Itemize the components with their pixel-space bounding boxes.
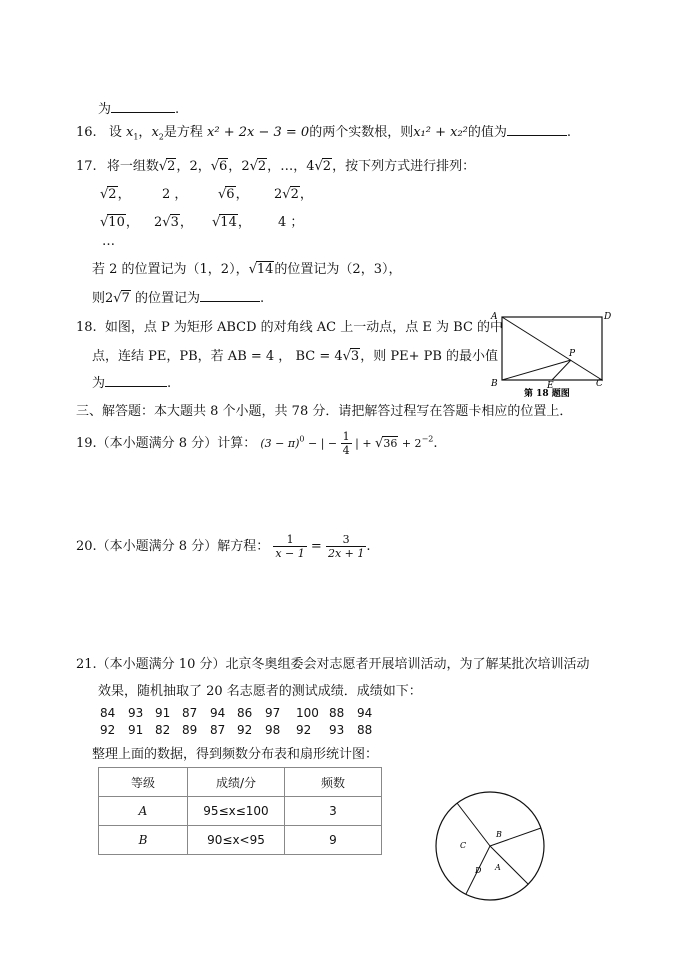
q20-equals: = xyxy=(306,539,326,554)
q19-fraction xyxy=(341,430,352,457)
q19-exp0: 0 xyxy=(299,434,305,444)
score: 94 xyxy=(210,706,226,720)
q17-number: 2 xyxy=(189,159,198,174)
question-18-line-1 xyxy=(76,316,503,335)
q17-ellipsis: … xyxy=(280,159,294,174)
fraction-denominator: x − 1 xyxy=(275,547,305,560)
q16-end: 的值为 xyxy=(467,125,507,140)
label-P: P xyxy=(569,349,576,359)
q17-value: 2 xyxy=(154,215,163,230)
section-3-heading xyxy=(76,400,572,419)
table-header: 频数 xyxy=(285,768,382,797)
q17-ask-pre: 则2 xyxy=(92,291,114,306)
fraction-numerator: 3 xyxy=(326,533,366,547)
sqrt-radicand: 3 xyxy=(350,349,360,364)
question-18-line-2: 点，连结 PE，PB，若 AB = 4 ， BC = 4√3，则 PE+ PB 的最小值 xyxy=(92,349,499,364)
question-18-line-3: 为 . xyxy=(92,376,172,391)
q19-expr-b: − | − xyxy=(304,437,341,450)
score: 86 xyxy=(237,706,253,720)
q17-position-line: 若 2 的位置记为（1，2），√14的位置记为（2，3）， xyxy=(92,262,402,277)
table-cell: A xyxy=(99,797,188,826)
q16-equation: x² + 2x − 3 = 0 xyxy=(207,125,310,140)
q16-x1: x xyxy=(125,125,134,140)
q18-line2-pre: 点，连结 PE，PB，若 AB = 4 ， xyxy=(92,349,292,364)
q17-value: 4 xyxy=(278,215,287,230)
score: 98 xyxy=(265,723,281,737)
q17-number: 2 xyxy=(241,159,250,174)
sqrt-radicand: 14 xyxy=(220,215,237,230)
q18-bc: BC = 4 xyxy=(295,349,343,364)
score: 89 xyxy=(182,723,198,737)
q17-question-line: 则2√7 的位置记为 . xyxy=(92,291,265,306)
sqrt-radicand: 2 xyxy=(167,159,176,174)
section-3-text: 三、解答题：本大题共 8 个小题，共 78 分．请把解答过程写在答题卡相应的位置上． xyxy=(76,404,573,419)
table-row xyxy=(99,797,382,826)
q20-fraction-right xyxy=(326,533,366,560)
figure-caption: 第 18 题图 xyxy=(524,389,570,399)
answer-blank[interactable] xyxy=(105,374,167,387)
sqrt-radicand: 2 xyxy=(108,187,117,202)
q18-line1: 如图，点 P 为矩形 ABCD 的对角线 AC 上一动点，点 E 为 BC 的中 xyxy=(104,320,504,335)
pie-label-B: B xyxy=(496,830,502,839)
table-cell: 95≤x≤100 xyxy=(188,797,285,826)
answer-blank[interactable] xyxy=(507,123,567,136)
sqrt-radicand: 3 xyxy=(170,215,179,230)
sqrt-radicand: 2 xyxy=(322,159,332,174)
score: 100 xyxy=(296,706,319,720)
q21-line3: 整理上面的数据，得到频数分布表和扇形统计图： xyxy=(92,747,379,762)
q17-cell: 2 ， xyxy=(162,187,188,202)
question-number: 17. xyxy=(76,159,97,174)
score: 84 xyxy=(100,706,116,720)
q21-line2: 效果，随机抽取了 20 名志愿者的测试成绩．成绩如下： xyxy=(98,684,422,699)
label-E: E xyxy=(547,381,554,391)
q17-vertical-ellipsis: … xyxy=(102,234,115,249)
pie-label-C: C xyxy=(460,841,467,850)
score: 88 xyxy=(329,706,345,720)
sqrt-radicand: 10 xyxy=(108,215,125,230)
question-19: 19.（本小题满分 8 分）计算： $(3 - \pi)^0$ − | − $\frac{1}{4}$ | + $√36 + 2^{-2}$. xyxy=(76,430,438,457)
q19-end: . xyxy=(433,436,438,451)
answer-blank[interactable] xyxy=(200,289,260,302)
q17-intro: 将一组数 xyxy=(106,159,159,174)
question-17-intro: 17. 将一组数√2，2，√6，2√2，…，4√2，按下列方式进行排列： xyxy=(76,159,476,174)
fraction-numerator: 1 xyxy=(342,430,350,443)
sqrt-radicand: 2 xyxy=(257,159,267,174)
pie-label-D: D xyxy=(475,866,482,875)
sqrt-radicand: 2 xyxy=(290,187,299,202)
sqrt-radicand: 14 xyxy=(256,262,274,277)
q17-pos-text2: 的位置记为（2，3）， xyxy=(274,262,402,277)
question-21-line-2 xyxy=(98,680,422,699)
q15-tail: 为 . xyxy=(98,102,180,117)
fraction-denominator: 2x + 1 xyxy=(327,547,365,560)
score: 91 xyxy=(155,706,171,720)
score: 92 xyxy=(237,723,253,737)
q17-value: 2 xyxy=(162,187,171,202)
question-20 xyxy=(76,533,371,560)
score: 82 xyxy=(155,723,171,737)
q16-sub2: 2 xyxy=(158,132,164,142)
q17-number: 4 xyxy=(306,159,315,174)
segment-pb xyxy=(502,360,571,380)
scores-row-2 xyxy=(100,723,400,739)
q17-intro-end: ，按下列方式进行排列： xyxy=(332,159,476,174)
q20-fraction-left xyxy=(273,533,306,560)
sqrt-radicand: 7 xyxy=(121,291,130,306)
label-B: B xyxy=(491,379,498,389)
q16-x2: x xyxy=(151,125,159,140)
diagonal-ac xyxy=(502,317,602,380)
score: 93 xyxy=(128,706,144,720)
table-header: 成绩/分 xyxy=(188,768,285,797)
q19-expr-d: + 2 xyxy=(398,437,422,450)
q17-pos-text1: 若 2 的位置记为（1，2）， xyxy=(92,262,249,277)
scores-row-1 xyxy=(100,706,400,722)
score: 88 xyxy=(357,723,373,737)
table-header-row xyxy=(99,768,382,797)
q16-expression: x₁² + x₂² xyxy=(413,125,468,140)
fraction-denominator: 4 xyxy=(342,444,350,457)
q16-mid: 是方程 xyxy=(163,125,203,140)
score: 87 xyxy=(182,706,198,720)
table-cell: 9 xyxy=(285,826,382,855)
score: 92 xyxy=(296,723,312,737)
q17-value: 2 xyxy=(274,187,283,202)
q18-line2-post: ，则 PE+ PB 的最小值 xyxy=(360,349,499,364)
pie-label-A: A xyxy=(495,863,501,872)
score: 92 xyxy=(100,723,116,737)
q18-line3: 为 xyxy=(92,376,106,391)
q19-label: 19.（本小题满分 8 分）计算： xyxy=(76,436,257,451)
question-number: 18. xyxy=(76,320,97,335)
sqrt-radicand: 6 xyxy=(226,187,235,202)
frequency-table xyxy=(98,767,382,855)
table-cell: 90≤x<95 xyxy=(188,826,285,855)
fraction-numerator: 1 xyxy=(273,533,306,547)
sqrt-radicand: 36 xyxy=(383,437,398,450)
question-number: 16. xyxy=(76,125,97,140)
table-cell: 3 xyxy=(285,797,382,826)
score: 87 xyxy=(210,723,226,737)
score: 93 xyxy=(329,723,345,737)
score: 91 xyxy=(128,723,144,737)
pie-chart xyxy=(432,788,548,904)
q19-exp-neg: −2 xyxy=(421,434,434,444)
question-21-line-3 xyxy=(92,743,378,762)
q16-sub1: 1 xyxy=(133,132,139,142)
answer-blank[interactable] xyxy=(111,100,175,113)
sqrt-radicand: 6 xyxy=(219,159,228,174)
question-21-line-1 xyxy=(76,653,589,672)
q17-dots xyxy=(102,234,115,249)
q20-end: . xyxy=(366,539,371,554)
q19-expr-a: (3 − π) xyxy=(260,437,300,450)
q15-tail-text: 为 xyxy=(98,102,112,117)
q17-ask-post: 的位置记为 xyxy=(135,291,201,306)
q16-pre: 设 xyxy=(108,125,122,140)
pie-divider xyxy=(457,803,490,846)
score: 97 xyxy=(265,706,281,720)
label-A: A xyxy=(491,312,498,322)
q19-expr-c: | + xyxy=(351,437,376,450)
question-16: 16. 设 $x_1$，$x_2$是方程 x² + 2x − 3 = 0的两个实数根，则x₁² + x₂²的值为 . xyxy=(76,125,572,142)
q18-figure xyxy=(486,308,616,400)
q21-line1: 21.（本小题满分 10 分）北京冬奥组委会对志愿者开展培训活动，为了解某批次培训活动 xyxy=(76,657,590,672)
table-row xyxy=(99,826,382,855)
table-header: 等级 xyxy=(99,768,188,797)
q20-label: 20.（本小题满分 8 分）解方程： xyxy=(76,539,270,554)
label-D: D xyxy=(604,312,612,322)
table-cell: B xyxy=(99,826,188,855)
q16-post: 的两个实数根，则 xyxy=(309,125,414,140)
score: 94 xyxy=(357,706,373,720)
label-C: C xyxy=(596,379,603,389)
